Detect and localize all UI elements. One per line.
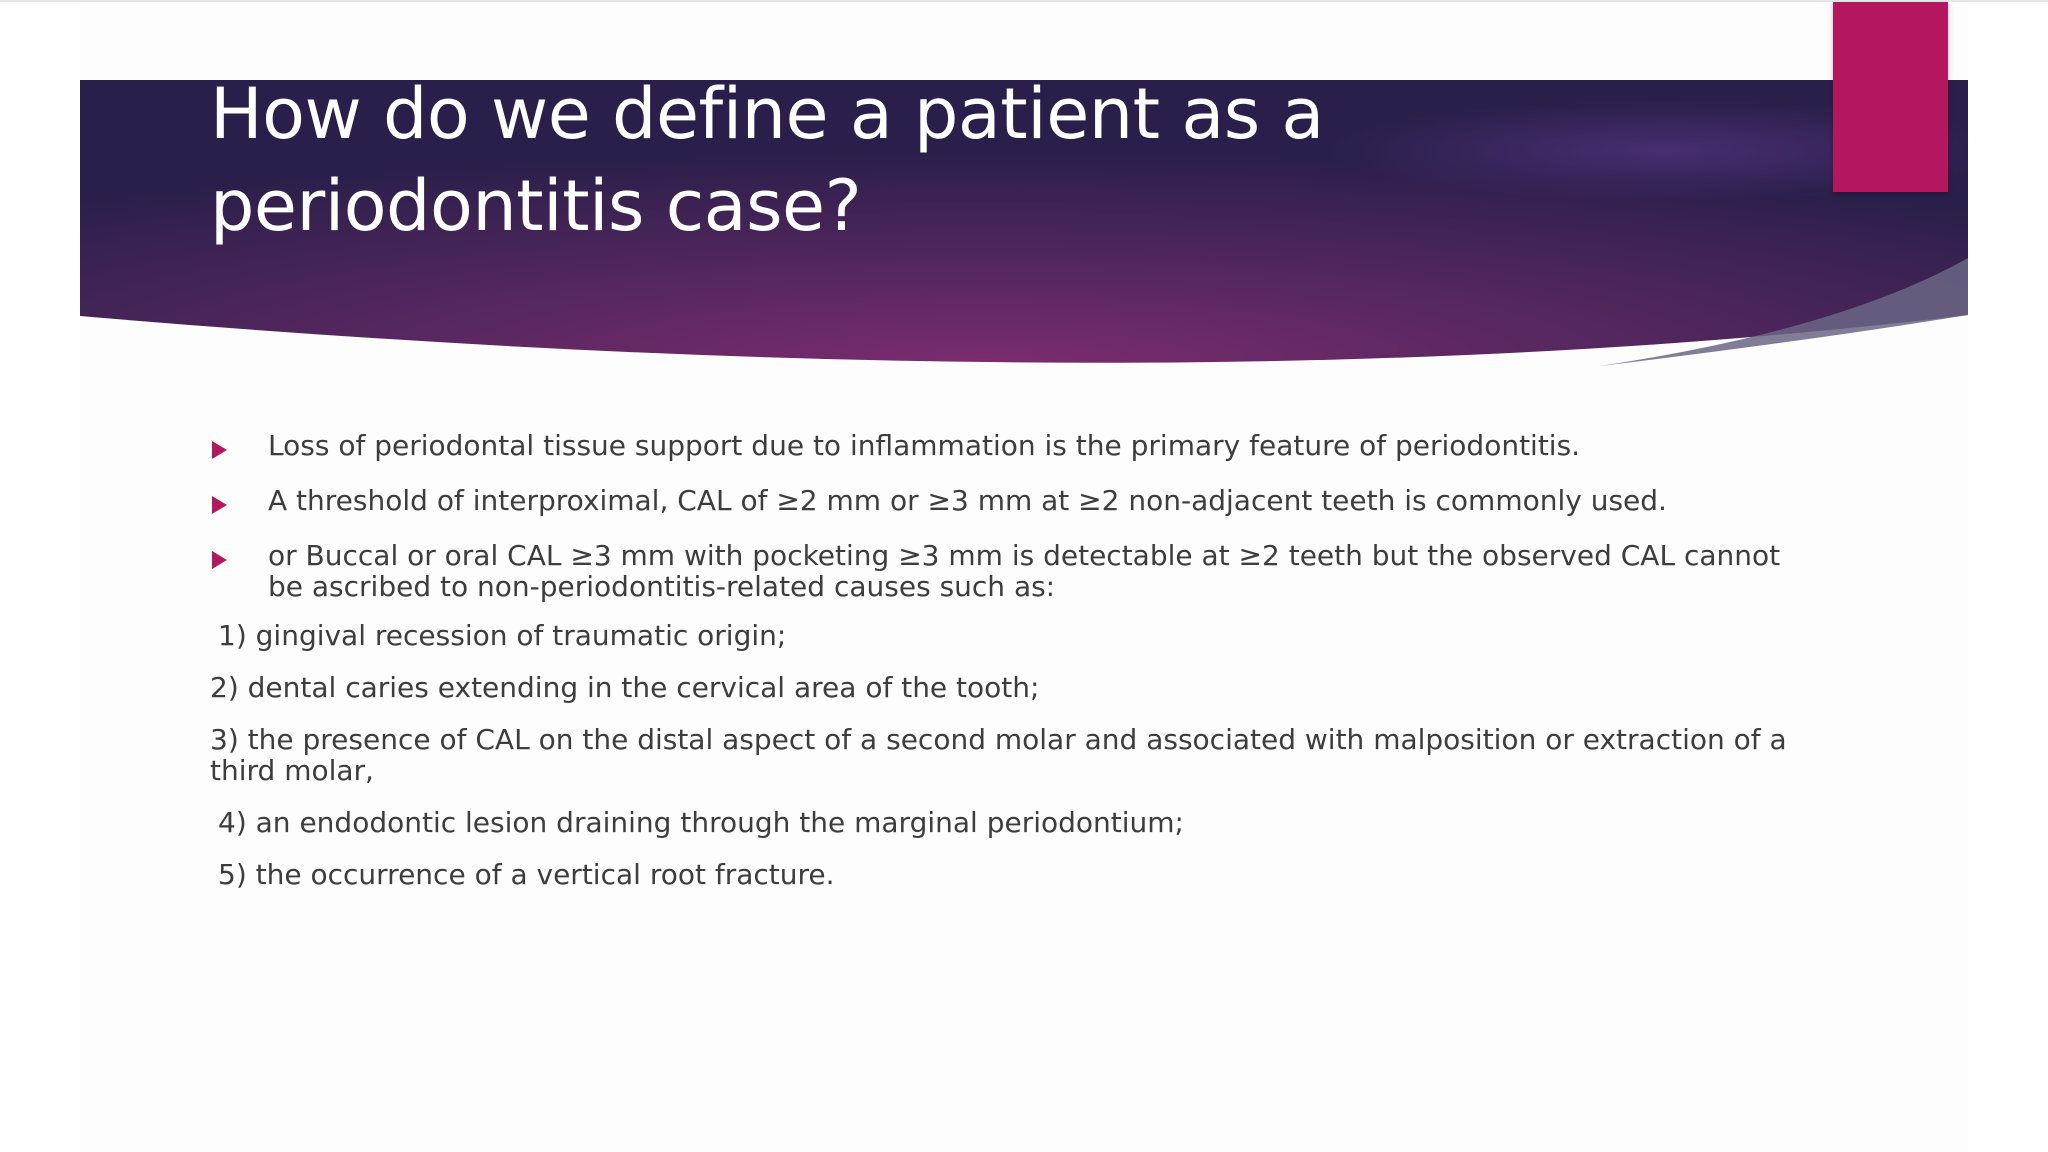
- cause-item: 1) gingival recession of traumatic origin;: [218, 619, 787, 652]
- cause-item: 2) dental caries extending in the cervical area of the tooth;: [210, 671, 1040, 704]
- slide-body: [210, 430, 1810, 911]
- bullet-text: or Buccal or oral CAL ≥3 mm with pocketing ≥3 mm is detectable at ≥2 teeth but the observed CAL cannot be ascribed to non-periodontitis-related causes such as:: [268, 539, 1781, 603]
- bullet-item: [210, 485, 1810, 516]
- cause-item: 5) the occurrence of a vertical root fracture.: [218, 858, 835, 891]
- title-line-1: How do we define a patient as a: [210, 73, 1324, 155]
- triangle-right-icon: [212, 441, 227, 459]
- accent-tab: [1833, 2, 1948, 192]
- bullet-item: [210, 540, 1810, 602]
- triangle-right-icon: [212, 551, 227, 569]
- triangle-right-icon: [212, 496, 227, 514]
- bullet-text: A threshold of interproximal, CAL of ≥2 mm or ≥3 mm at ≥2 non-adjacent teeth is commonly used.: [268, 484, 1667, 517]
- title-line-2: periodontitis case?: [210, 165, 862, 247]
- cause-item: 4) an endodontic lesion draining through the marginal periodontium;: [218, 806, 1184, 839]
- slide-title: [210, 68, 1610, 252]
- bullet-item: [210, 430, 1810, 461]
- slide: [80, 2, 1968, 1152]
- bullet-list: [210, 430, 1810, 602]
- cause-item: 3) the presence of CAL on the distal aspect of a second molar and associated with malposition or extraction of a third molar,: [210, 723, 1787, 787]
- causes-list: [210, 620, 1810, 890]
- bullet-text: Loss of periodontal tissue support due to inflammation is the primary feature of periodontitis.: [268, 429, 1581, 462]
